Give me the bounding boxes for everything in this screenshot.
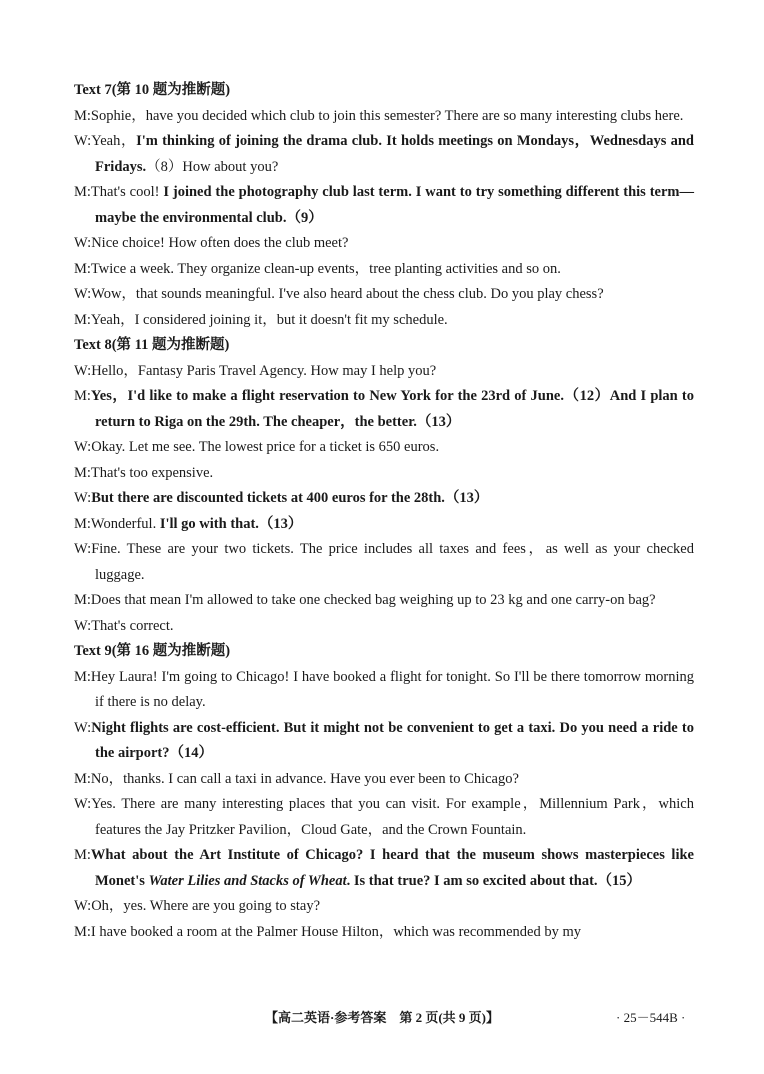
- dialogue-line: [74, 104, 694, 130]
- dialogue-line: [74, 384, 694, 435]
- dialogue-text: I'm thinking of joining the drama club. It holds meetings on Mondays，Wednesdays and Fridays.: [95, 133, 694, 175]
- speaker-label: M:: [74, 184, 91, 200]
- dialogue-text: Wow，that sounds meaningful. I've also heard about the chess club. Do you play chess?: [91, 286, 604, 302]
- text-section: [74, 78, 694, 333]
- dialogue-text: I'll go with that.（13）: [159, 515, 303, 532]
- footer-doc-code: · 25－544B ·: [616, 1010, 686, 1025]
- dialogue-text: No，thanks. I can call a taxi in advance. Have you ever been to Chicago?: [90, 770, 519, 787]
- speaker-label: M:: [74, 388, 91, 404]
- section-title: Text 9(第 16 题为推断题): [74, 643, 231, 659]
- dialogue-text: Water Lilies and Stacks of Wheat: [148, 872, 347, 889]
- dialogue-text: Sophie，have you decided which club to join this semester? There are so many interesting clubs here.: [90, 107, 684, 124]
- dialogue-line: [74, 282, 694, 308]
- speaker-label: M:: [74, 464, 91, 481]
- dialogue-text: Okay. Let me see. The lowest price for a ticket is 650 euros.: [91, 439, 440, 455]
- dialogue-line: [74, 359, 694, 385]
- section-title: Text 8(第 11 题为推断题): [74, 337, 230, 353]
- dialogue-text: Wonderful.: [90, 515, 160, 532]
- dialogue-line: [74, 588, 694, 614]
- text-section: [74, 333, 694, 639]
- dialogue-line: [74, 129, 694, 180]
- speaker-label: W:: [74, 898, 92, 914]
- dialogue-line: [74, 792, 694, 843]
- dialogue-line: [74, 843, 694, 894]
- dialogue-line: [74, 231, 694, 257]
- dialogue-line: [74, 537, 694, 588]
- dialogue-text: Nice choice! How often does the club meet?: [91, 235, 349, 251]
- dialogue-line: [74, 486, 694, 512]
- speaker-label: W:: [74, 133, 92, 149]
- dialogue-text: That's cool!: [90, 184, 164, 200]
- dialogue-text: Does that mean I'm allowed to take one checked bag weighing up to 23 kg and one carry-on bag?: [90, 592, 656, 608]
- dialogue-line: [74, 308, 694, 334]
- speaker-label: W:: [74, 362, 92, 379]
- dialogue-text: Yes，I'd like to make a flight reservation to New York for the 23rd of June.（12）And I plan to return to Riga on the 29th. The cheaper，the better.（13）: [90, 388, 694, 430]
- speaker-label: W:: [74, 439, 92, 455]
- dialogue-line: [74, 920, 694, 946]
- text-section: [74, 639, 694, 945]
- dialogue-text: Twice a week. They organize clean-up events，tree planting activities and so on.: [90, 260, 561, 277]
- dialogue-line: [74, 767, 694, 793]
- dialogue-text: Fine. These are your two tickets. The price includes all taxes and fees，as well as your checked luggage.: [91, 541, 694, 583]
- dialogue-line: [74, 894, 694, 920]
- dialogue-text: What about the Art Institute of Chicago? I heard that the museum shows masterpieces like Monet's: [90, 847, 694, 889]
- speaker-label: W:: [74, 286, 92, 302]
- dialogue-text: Yeah，: [91, 133, 137, 149]
- dialogue-line: [74, 461, 694, 487]
- speaker-label: M:: [74, 107, 91, 124]
- dialogue-text: But there are discounted tickets at 400 euros for the 28th.（13）: [91, 490, 489, 506]
- speaker-label: W:: [74, 617, 92, 634]
- document-body: [74, 78, 694, 945]
- dialogue-text: （8）How about you?: [146, 158, 279, 175]
- dialogue-text: . Is that true? I am so excited about that.（15）: [346, 872, 642, 889]
- dialogue-line: [74, 257, 694, 283]
- speaker-label: M:: [74, 515, 91, 532]
- dialogue-text: Night flights are cost-efficient. But it might not be convenient to get a taxi. Do you need a ride to the airport?（14）: [91, 719, 694, 761]
- footer-page-info: 【高二英语·参考答案 第 2 页(共 9 页)】: [265, 1010, 499, 1025]
- speaker-label: M:: [74, 770, 91, 787]
- speaker-label: M:: [74, 260, 91, 277]
- dialogue-line: [74, 435, 694, 461]
- dialogue-text: Yes. There are many interesting places that you can visit. For example，Millennium Park，which features the Jay Pritzker Pavilion，Cloud Gate，and the Crown Fountain.: [91, 796, 694, 838]
- dialogue-line: [74, 512, 694, 538]
- speaker-label: W:: [74, 490, 92, 506]
- speaker-label: M:: [74, 311, 91, 328]
- speaker-label: M:: [74, 923, 91, 940]
- dialogue-text: Oh，yes. Where are you going to stay?: [91, 898, 321, 914]
- dialogue-line: [74, 665, 694, 716]
- page-footer: [0, 1008, 764, 1028]
- speaker-label: M:: [74, 668, 91, 685]
- dialogue-text: Hello，Fantasy Paris Travel Agency. How may I help you?: [91, 362, 437, 379]
- dialogue-text: Yeah，I considered joining it，but it doesn't fit my schedule.: [90, 311, 448, 328]
- dialogue-line: [74, 180, 694, 231]
- dialogue-text: I joined the photography club last term. I want to try something different this term—maybe the environmental club.（9）: [95, 184, 694, 226]
- dialogue-text: That's too expensive.: [90, 464, 214, 481]
- dialogue-text: That's correct.: [91, 617, 174, 634]
- speaker-label: W:: [74, 719, 92, 736]
- speaker-label: M:: [74, 592, 91, 608]
- dialogue-line: [74, 716, 694, 767]
- dialogue-line: [74, 614, 694, 640]
- dialogue-text: Hey Laura! I'm going to Chicago! I have booked a flight for tonight. So I'll be there tomorrow morning if there is no delay.: [90, 668, 694, 710]
- section-title: Text 7(第 10 题为推断题): [74, 82, 231, 98]
- speaker-label: M:: [74, 847, 91, 863]
- speaker-label: W:: [74, 796, 92, 812]
- speaker-label: W:: [74, 235, 92, 251]
- speaker-label: W:: [74, 541, 92, 557]
- dialogue-text: I have booked a room at the Palmer House Hilton，which was recommended by my: [90, 923, 581, 940]
